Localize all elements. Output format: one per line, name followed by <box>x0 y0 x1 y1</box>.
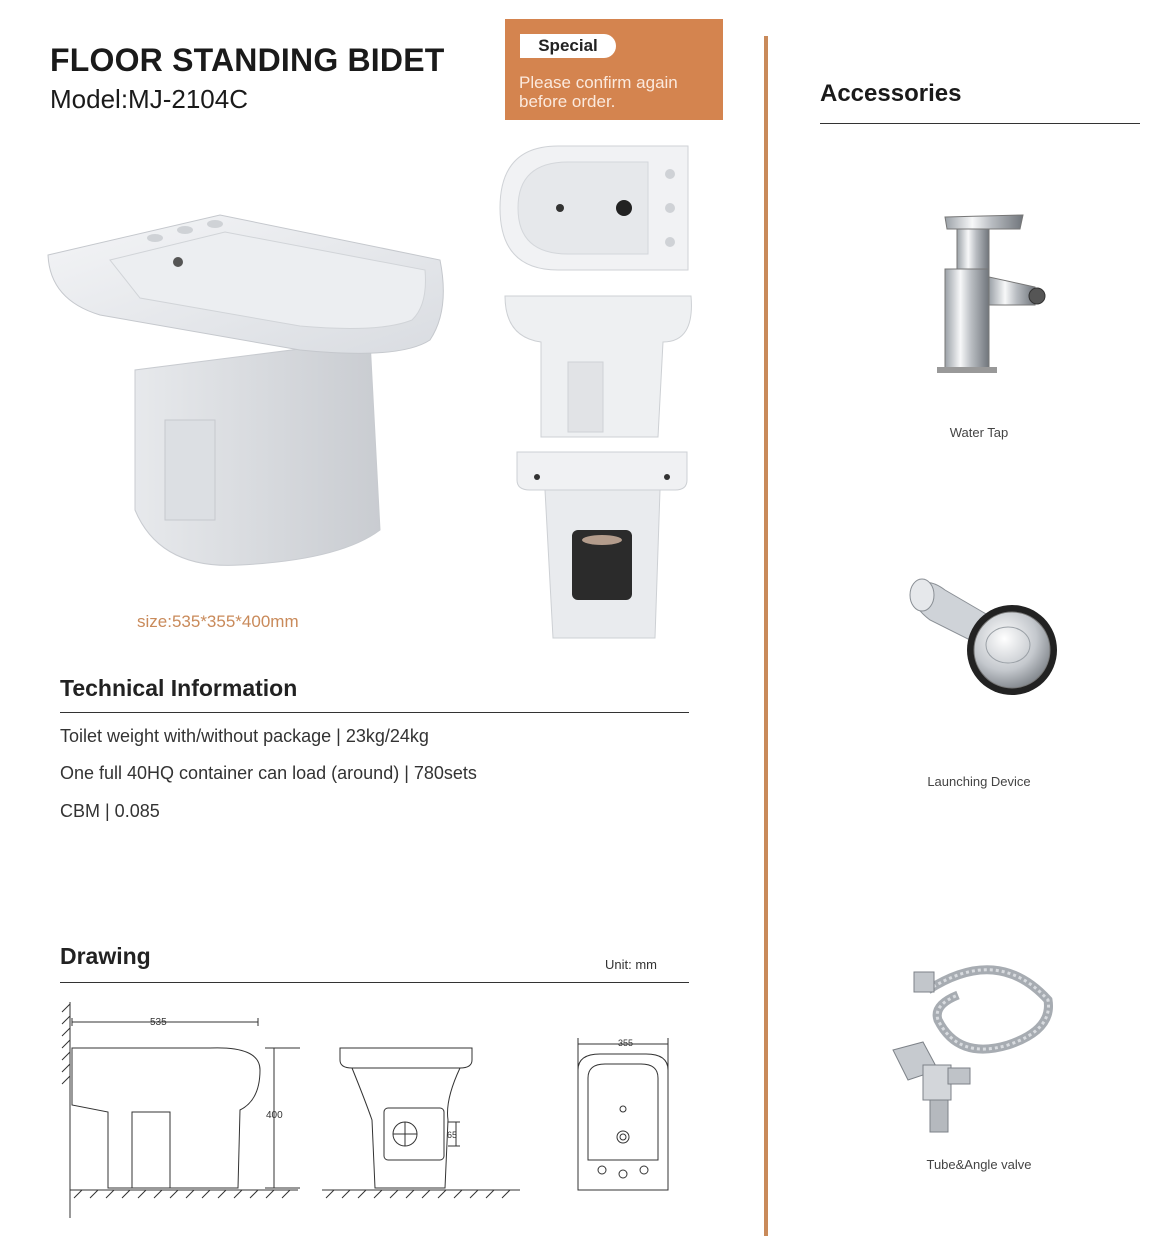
top-drawing <box>570 1030 675 1195</box>
dim-height-label: 400 <box>266 1110 283 1121</box>
accessory-label-launching-device: Launching Device <box>927 774 1031 789</box>
dim-outlet-label: 65 <box>447 1130 458 1140</box>
dim-width-label: 355 <box>618 1038 634 1048</box>
accessory-label-tube-angle-valve: Tube&Angle valve <box>926 1157 1032 1172</box>
water-tap-icon <box>885 195 1085 400</box>
bidet-top-view-image <box>498 144 693 272</box>
tech-row-container: One full 40HQ container can load (around) | 780sets <box>60 763 477 783</box>
column-divider <box>764 36 768 1236</box>
accessories-divider <box>820 123 1140 124</box>
product-size: size:535*355*400mm <box>137 612 299 631</box>
technical-divider <box>60 712 689 713</box>
tech-row-weight: Toilet weight with/without package | 23kg/24kg <box>60 726 429 746</box>
drawing-heading: Drawing <box>60 943 151 969</box>
bidet-main-image <box>40 200 460 580</box>
front-drawing <box>320 1040 525 1200</box>
drawing-unit: Unit: mm <box>605 957 657 972</box>
tube-angle-valve-icon <box>878 950 1078 1150</box>
technical-heading: Technical Information <box>60 675 298 701</box>
launching-device-icon <box>880 545 1080 730</box>
bidet-front-view-image <box>515 450 690 640</box>
model-number: Model:MJ-2104C <box>50 84 248 114</box>
dim-length-label: 535 <box>150 1017 167 1028</box>
bidet-side-view-image <box>503 292 695 440</box>
accessories-heading: Accessories <box>820 80 962 107</box>
product-title: FLOOR STANDING BIDET <box>50 42 445 78</box>
drawing-divider <box>60 982 689 983</box>
tech-row-cbm: CBM | 0.085 <box>60 801 160 821</box>
special-note: Please confirm again before order. <box>519 73 678 111</box>
accessory-label-water-tap: Water Tap <box>949 425 1009 440</box>
special-tag: Special <box>520 34 616 58</box>
